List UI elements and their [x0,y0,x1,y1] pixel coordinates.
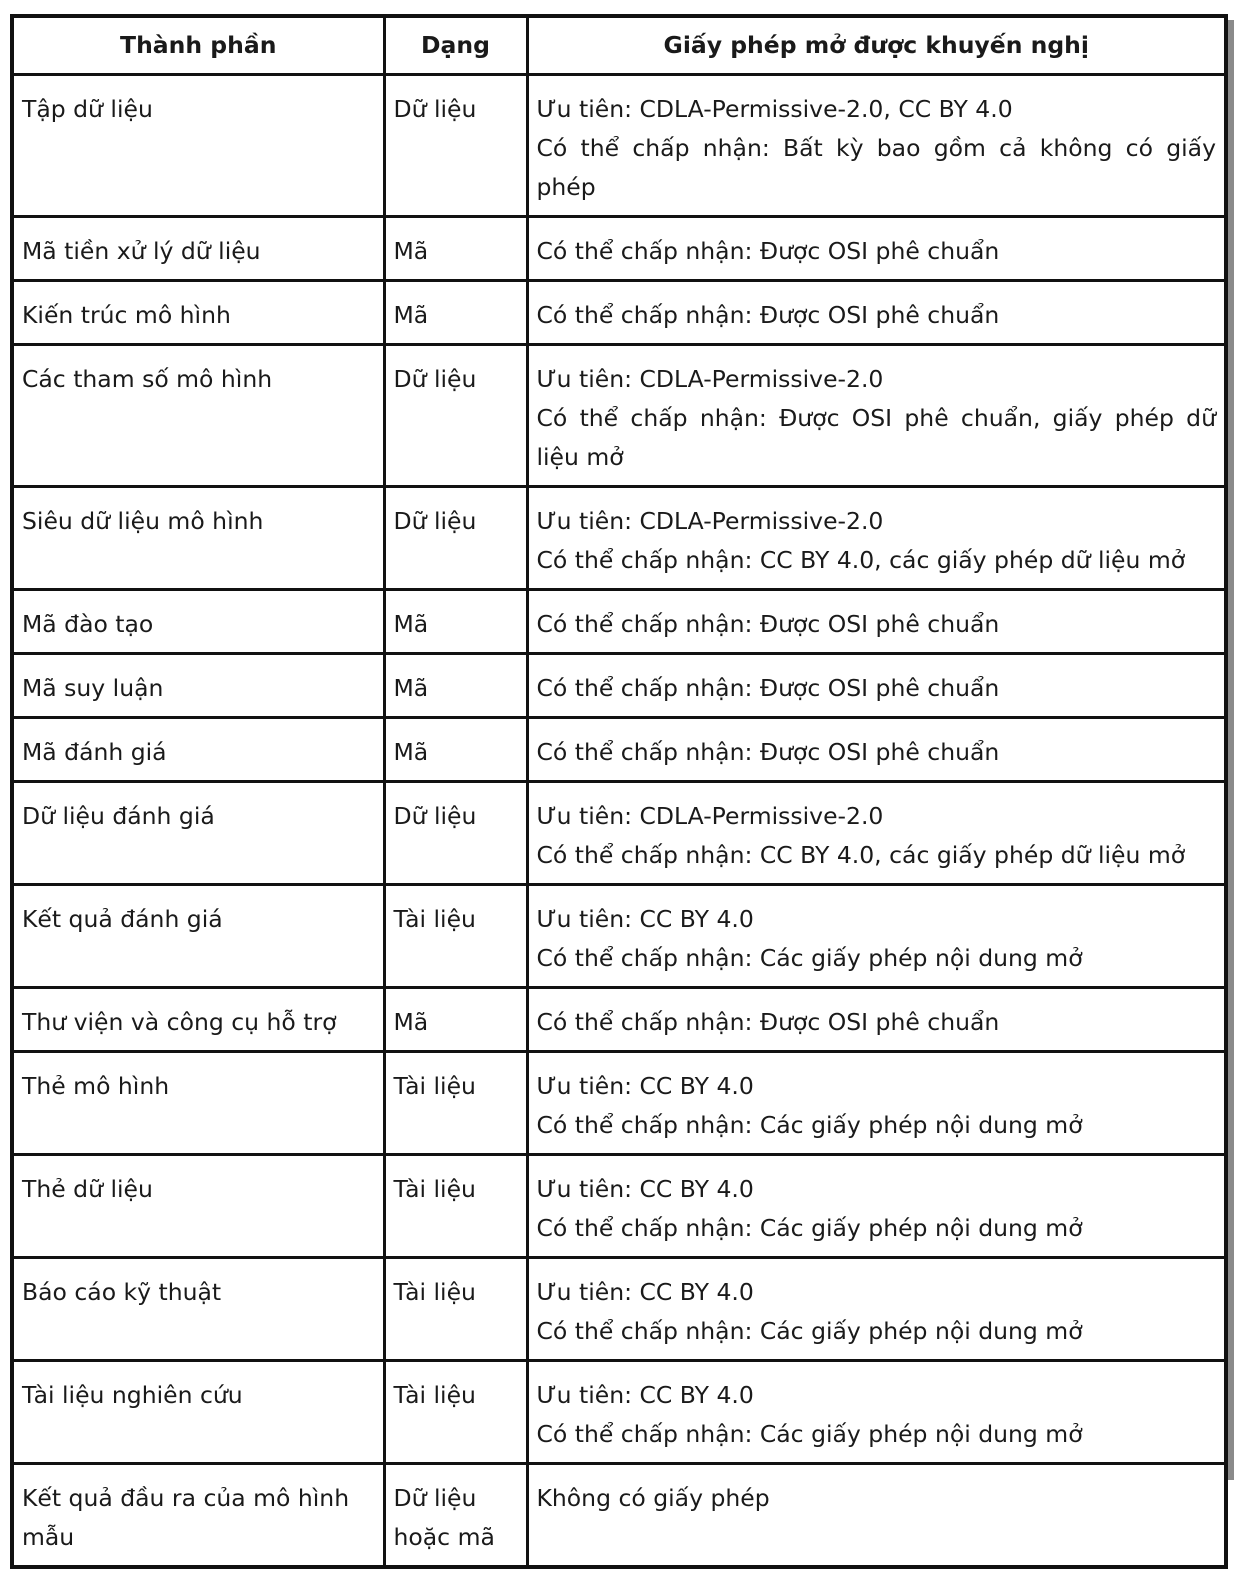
type-cell: Mã [384,280,527,344]
license-line: Có thể chấp nhận: Được OSI phê chuẩn [536,1007,1000,1036]
license-line: Có thể chấp nhận: Được OSI phê chuẩn [536,236,1000,265]
table-row [12,1360,1226,1463]
component-cell: Mã đào tạo [12,589,384,653]
table-row [12,1463,1226,1567]
type-cell: Tài liệu [384,1154,527,1257]
license-line: Ưu tiên: CDLA-Permissive-2.0 [536,364,884,393]
type-cell: Mã [384,717,527,781]
license-cell [527,74,1226,216]
component-cell: Siêu dữ liệu mô hình [12,486,384,589]
component-cell: Thư viện và công cụ hỗ trợ [12,987,384,1051]
header-type: Dạng [384,16,527,74]
type-cell: Dữ liệu [384,74,527,216]
table-row [12,344,1226,486]
component-cell: Các tham số mô hình [12,344,384,486]
license-cell [527,344,1226,486]
component-cell: Kết quả đầu ra của mô hình mẫu [12,1463,384,1567]
license-cell [527,987,1226,1051]
license-cell [527,1360,1226,1463]
license-line: Có thể chấp nhận: Được OSI phê chuẩn [536,673,1000,702]
table-row [12,1257,1226,1360]
table-row [12,1154,1226,1257]
license-cell [527,1154,1226,1257]
table-row [12,781,1226,884]
header-license: Giấy phép mở được khuyến nghị [527,16,1226,74]
table-row [12,280,1226,344]
license-line: Có thể chấp nhận: Các giấy phép nội dung mở [536,1110,1083,1139]
license-line: Có thể chấp nhận: Được OSI phê chuẩn [536,737,1000,766]
license-line: Ưu tiên: CC BY 4.0 [536,1071,754,1100]
license-cell [527,1051,1226,1154]
component-cell: Tập dữ liệu [12,74,384,216]
license-cell [527,717,1226,781]
type-cell: Tài liệu [384,884,527,987]
type-cell: Dữ liệu [384,486,527,589]
license-cell [527,653,1226,717]
license-line: Có thể chấp nhận: Các giấy phép nội dung mở [536,1419,1083,1448]
type-cell: Mã [384,589,527,653]
license-line: Không có giấy phép [536,1483,770,1512]
component-cell: Mã đánh giá [12,717,384,781]
license-line: Ưu tiên: CC BY 4.0 [536,1174,754,1203]
type-cell: Mã [384,653,527,717]
type-cell: Dữ liệu [384,344,527,486]
license-line: Có thể chấp nhận: CC BY 4.0, các giấy phép dữ liệu mở [536,840,1186,869]
license-table [10,14,1228,1569]
header-row [12,16,1226,74]
table-row [12,987,1226,1051]
license-cell [527,216,1226,280]
license-line: Ưu tiên: CDLA-Permissive-2.0, CC BY 4.0 [536,94,1013,123]
license-line: Có thể chấp nhận: Bất kỳ bao gồm cả không có giấy phép [536,133,1216,201]
license-cell [527,486,1226,589]
license-line: Có thể chấp nhận: CC BY 4.0, các giấy phép dữ liệu mở [536,545,1186,574]
table-row [12,717,1226,781]
component-cell: Thẻ dữ liệu [12,1154,384,1257]
license-line: Có thể chấp nhận: Được OSI phê chuẩn, giấy phép dữ liệu mở [536,403,1216,471]
type-cell: Dữ liệu hoặc mã [384,1463,527,1567]
table-row [12,589,1226,653]
type-cell: Tài liệu [384,1051,527,1154]
table-row [12,486,1226,589]
table-row [12,74,1226,216]
table-body [12,74,1226,1567]
license-line: Ưu tiên: CC BY 4.0 [536,904,754,933]
license-line: Ưu tiên: CDLA-Permissive-2.0 [536,801,884,830]
license-cell [527,1463,1226,1567]
component-cell: Tài liệu nghiên cứu [12,1360,384,1463]
license-line: Có thể chấp nhận: Được OSI phê chuẩn [536,609,1000,638]
type-cell: Mã [384,216,527,280]
license-line: Có thể chấp nhận: Các giấy phép nội dung mở [536,1316,1083,1345]
license-cell [527,280,1226,344]
license-cell [527,884,1226,987]
component-cell: Kiến trúc mô hình [12,280,384,344]
type-cell: Mã [384,987,527,1051]
component-cell: Dữ liệu đánh giá [12,781,384,884]
license-line: Có thể chấp nhận: Các giấy phép nội dung mở [536,1213,1083,1242]
license-line: Có thể chấp nhận: Được OSI phê chuẩn [536,300,1000,329]
type-cell: Tài liệu [384,1360,527,1463]
license-cell [527,1257,1226,1360]
license-line: Ưu tiên: CC BY 4.0 [536,1277,754,1306]
header-component: Thành phần [12,16,384,74]
type-cell: Dữ liệu [384,781,527,884]
component-cell: Thẻ mô hình [12,1051,384,1154]
table-row [12,216,1226,280]
license-line: Ưu tiên: CDLA-Permissive-2.0 [536,506,884,535]
table-row [12,884,1226,987]
type-cell: Tài liệu [384,1257,527,1360]
license-line: Ưu tiên: CC BY 4.0 [536,1380,754,1409]
component-cell: Mã suy luận [12,653,384,717]
table-row [12,653,1226,717]
table-row [12,1051,1226,1154]
component-cell: Báo cáo kỹ thuật [12,1257,384,1360]
component-cell: Mã tiền xử lý dữ liệu [12,216,384,280]
license-cell [527,781,1226,884]
component-cell: Kết quả đánh giá [12,884,384,987]
license-line: Có thể chấp nhận: Các giấy phép nội dung mở [536,943,1083,972]
license-cell [527,589,1226,653]
